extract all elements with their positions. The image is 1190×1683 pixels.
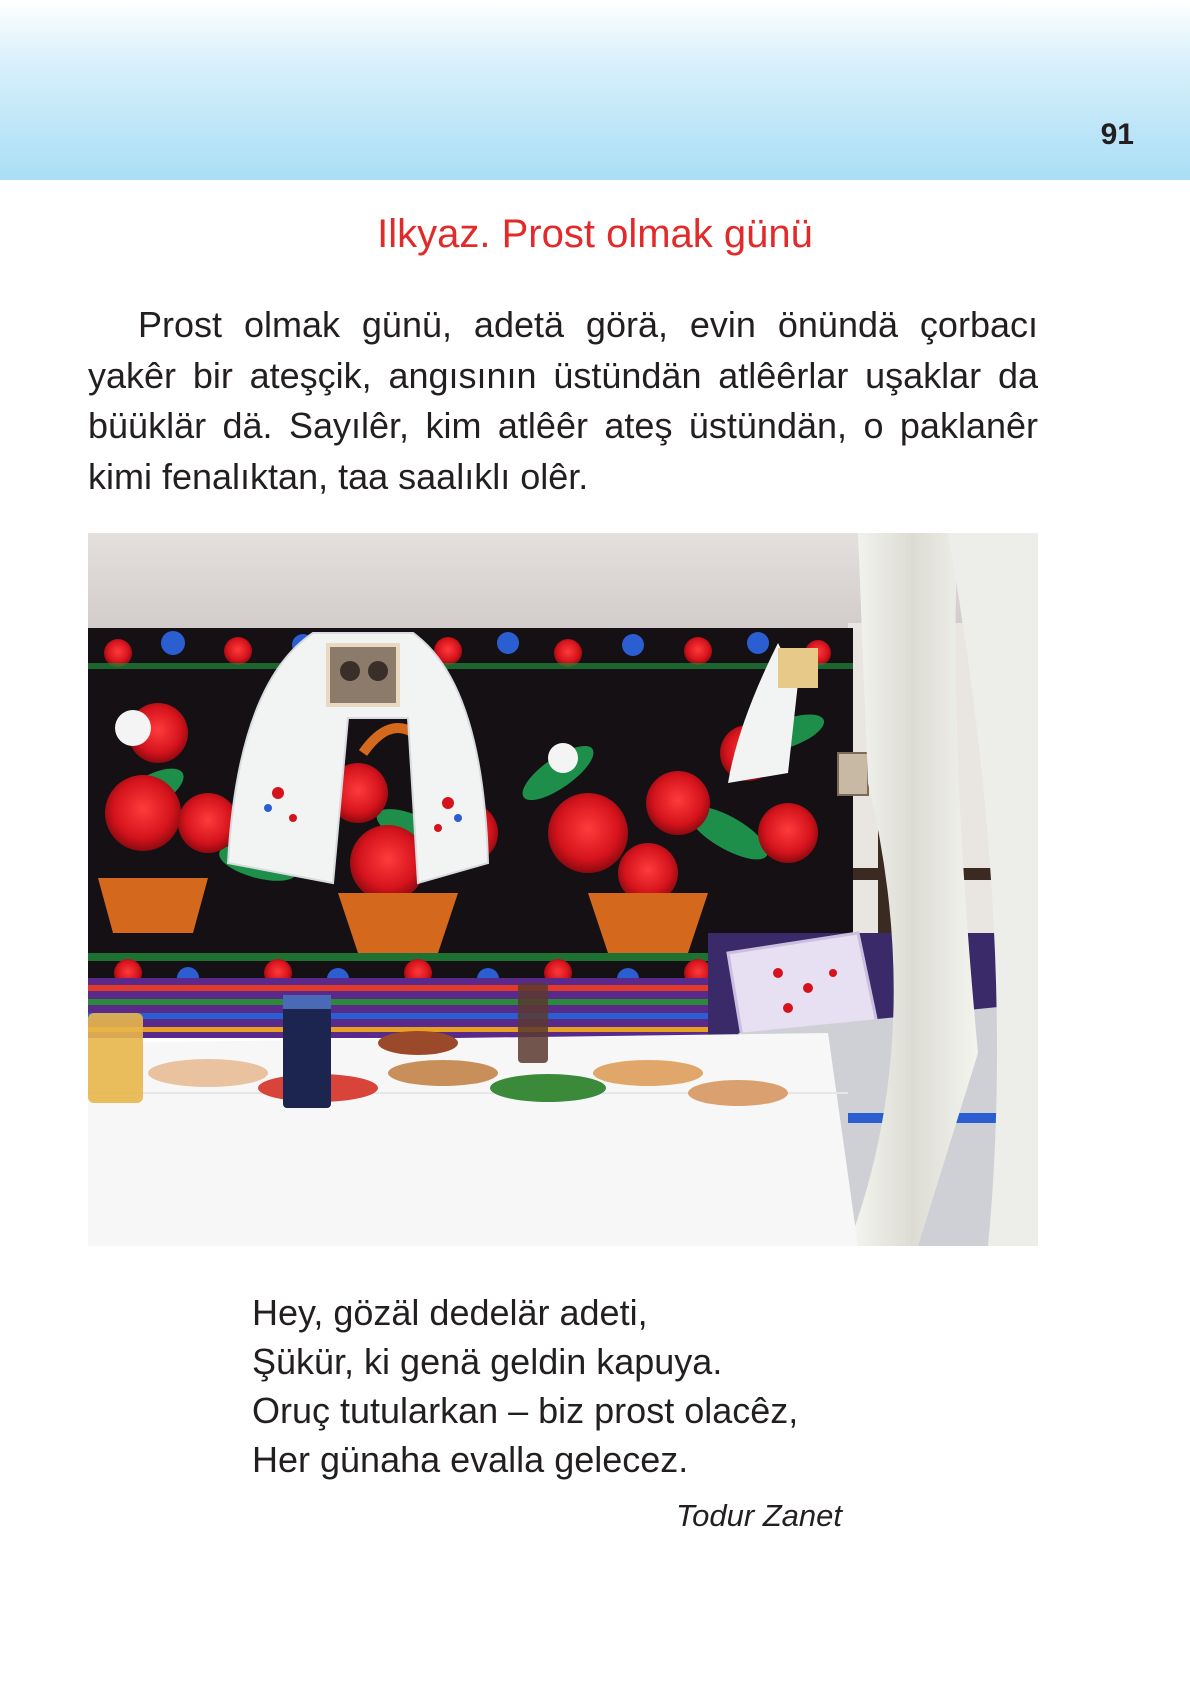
page-header-band xyxy=(0,0,1190,180)
interior-photo xyxy=(88,533,1038,1246)
poem-line: Oruç tutularkan – biz prost olacêz, xyxy=(252,1390,799,1431)
poem-line: Hey, gözäl dedelär adeti, xyxy=(252,1292,648,1333)
intro-paragraph: Prost olmak günü, adetä görä, evin önündä çorbacı yakêr bir ateşçik, angısının üstündän atlêêrlar uşaklar da büüklär dä. Sayılêr, kim atlêêr ateş üstündän, o paklanêr kimi fenalıktan, taa saalıklı olêr. xyxy=(88,304,1038,497)
page-number: 91 xyxy=(1100,118,1134,151)
photo-illustration xyxy=(88,533,1038,1246)
poem xyxy=(252,1288,798,1484)
poem-line: Şükür, ki genä geldin kapuya. xyxy=(252,1341,723,1382)
poem-line: Her günaha evalla gelecez. xyxy=(252,1439,689,1480)
poem-author: Todur Zanet xyxy=(676,1498,843,1533)
lesson-title: Ilkyaz. Prost olmak günü xyxy=(377,212,813,256)
